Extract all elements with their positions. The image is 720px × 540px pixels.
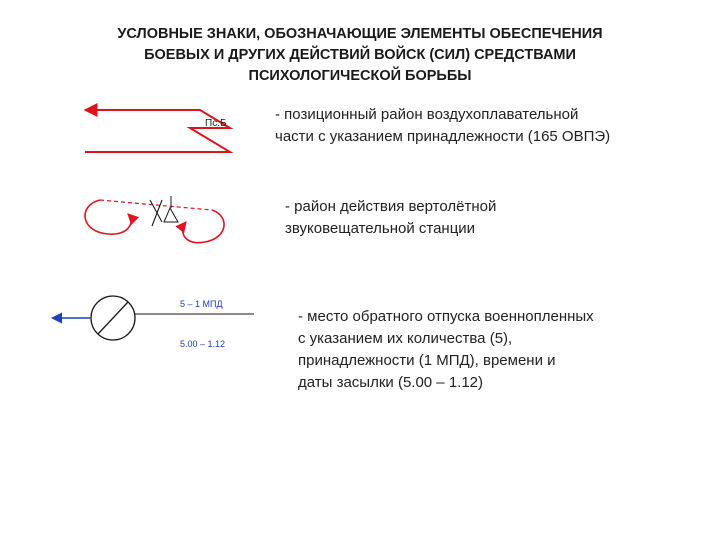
description-line: части с указанием принадлежности (165 ОВПЭ) — [275, 128, 611, 145]
description-line: принадлежности (1 МПД), времени и — [298, 352, 556, 369]
helicopter-dashed-track — [100, 200, 212, 210]
helicopter-station-area-symbol — [85, 196, 224, 243]
balloon-unit-description — [275, 104, 610, 148]
description-line: - район действия вертолётной — [285, 198, 497, 215]
description-line: - позиционный район воздухоплавательной — [275, 106, 579, 123]
balloon-area-outline — [85, 110, 230, 152]
title-line-2: БОЕВЫХ И ДРУГИХ ДЕЙСТВИЙ ВОЙСК (СИЛ) СРЕДСТВАМИ — [144, 47, 576, 63]
release-point-count-label: 5 – 1 МПД — [180, 299, 223, 309]
pow-release-point-symbol — [52, 296, 254, 349]
description-line: звуковещательной станции — [285, 220, 476, 237]
description-line: - место обратного отпуска военнопленных — [298, 308, 594, 325]
release-point-diagonal — [98, 302, 128, 334]
balloon-unit-area-symbol — [85, 110, 230, 152]
title-line-3: ПСИХОЛОГИЧЕСКОЙ БОРЬБЫ — [248, 68, 472, 84]
pow-release-description — [298, 306, 594, 394]
helicopter-cross-line-2 — [152, 200, 162, 226]
release-point-time-label: 5.00 – 1.12 — [180, 339, 226, 349]
helicopter-right-loop — [183, 210, 224, 243]
helicopter-left-loop — [85, 200, 131, 234]
title-line-1: УСЛОВНЫЕ ЗНАКИ, ОБОЗНАЧАЮЩИЕ ЭЛЕМЕНТЫ ОБЕСПЕЧЕНИЯ — [117, 26, 603, 42]
description-line: с указанием их количества (5), — [298, 330, 513, 347]
balloon-unit-label: Пс.Б — [205, 118, 227, 129]
helicopter-station-description — [285, 196, 496, 240]
description-line: даты засылки (5.00 – 1.12) — [298, 374, 484, 391]
helicopter-loudspeaker-icon — [164, 208, 178, 222]
